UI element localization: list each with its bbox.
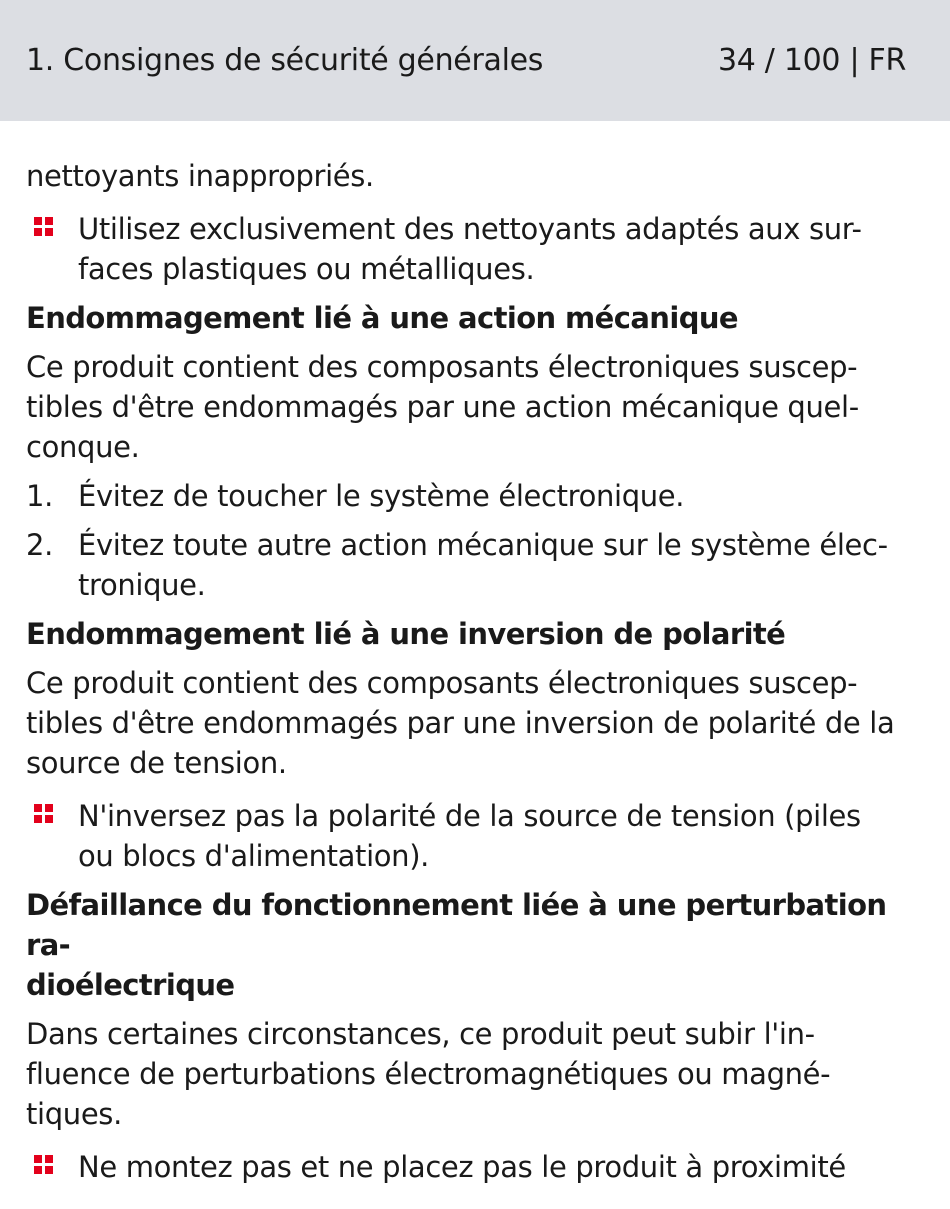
document-body	[0, 121, 950, 1187]
red-squares-bullet-icon	[34, 1155, 53, 1174]
bullet-marker	[26, 1147, 78, 1187]
red-squares-bullet-icon	[34, 804, 53, 823]
paragraph-polarity: Ce produit contient des composants électroniques suscep- tibles d'être endommagés par une inversion de polarité de la source de tension.	[26, 666, 895, 780]
paragraph-mechanical: Ce produit contient des composants électroniques suscep- tibles d'être endommagés par une action mécanique quel- conque.	[26, 350, 859, 464]
bullet-item-radio	[26, 1147, 906, 1187]
bullet-text: Utilisez exclusivement des nettoyants adaptés aux sur- faces plastiques ou métalliques.	[78, 212, 862, 286]
step-item-1	[26, 476, 906, 516]
step-number: 1.	[26, 479, 53, 513]
red-squares-bullet-icon	[34, 217, 53, 236]
bullet-text: Ne montez pas et ne placez pas le produit à proximité	[78, 1150, 846, 1184]
page-indicator: 34 / 100 | FR	[718, 43, 906, 78]
bullet-item-polarity	[26, 796, 906, 876]
section-title: 1. Consignes de sécurité générales	[26, 43, 544, 78]
step-number: 2.	[26, 528, 53, 562]
step-item-2	[26, 525, 906, 605]
bullet-item-clean	[26, 209, 906, 289]
step-text: Évitez toute autre action mécanique sur le système élec- tronique.	[78, 528, 888, 602]
heading-polarity-damage: Endommagement lié à une inversion de polarité	[26, 617, 786, 651]
heading-mechanical-damage: Endommagement lié à une action mécanique	[26, 301, 738, 335]
step-text: Évitez de toucher le système électronique.	[78, 479, 685, 513]
bullet-text: N'inversez pas la polarité de la source de tension (piles ou blocs d'alimentation).	[78, 799, 861, 873]
page-header	[0, 0, 950, 121]
bullet-marker	[26, 209, 78, 249]
paragraph-continuation: nettoyants inappropriés.	[26, 159, 374, 193]
heading-radio-interference: Défaillance du fonctionnement liée à une perturbation ra- dioélectrique	[26, 888, 887, 1002]
bullet-marker	[26, 796, 78, 836]
paragraph-radio: Dans certaines circonstances, ce produit peut subir l'in- fluence de perturbations électromagnétiques ou magné- tiques.	[26, 1017, 831, 1131]
